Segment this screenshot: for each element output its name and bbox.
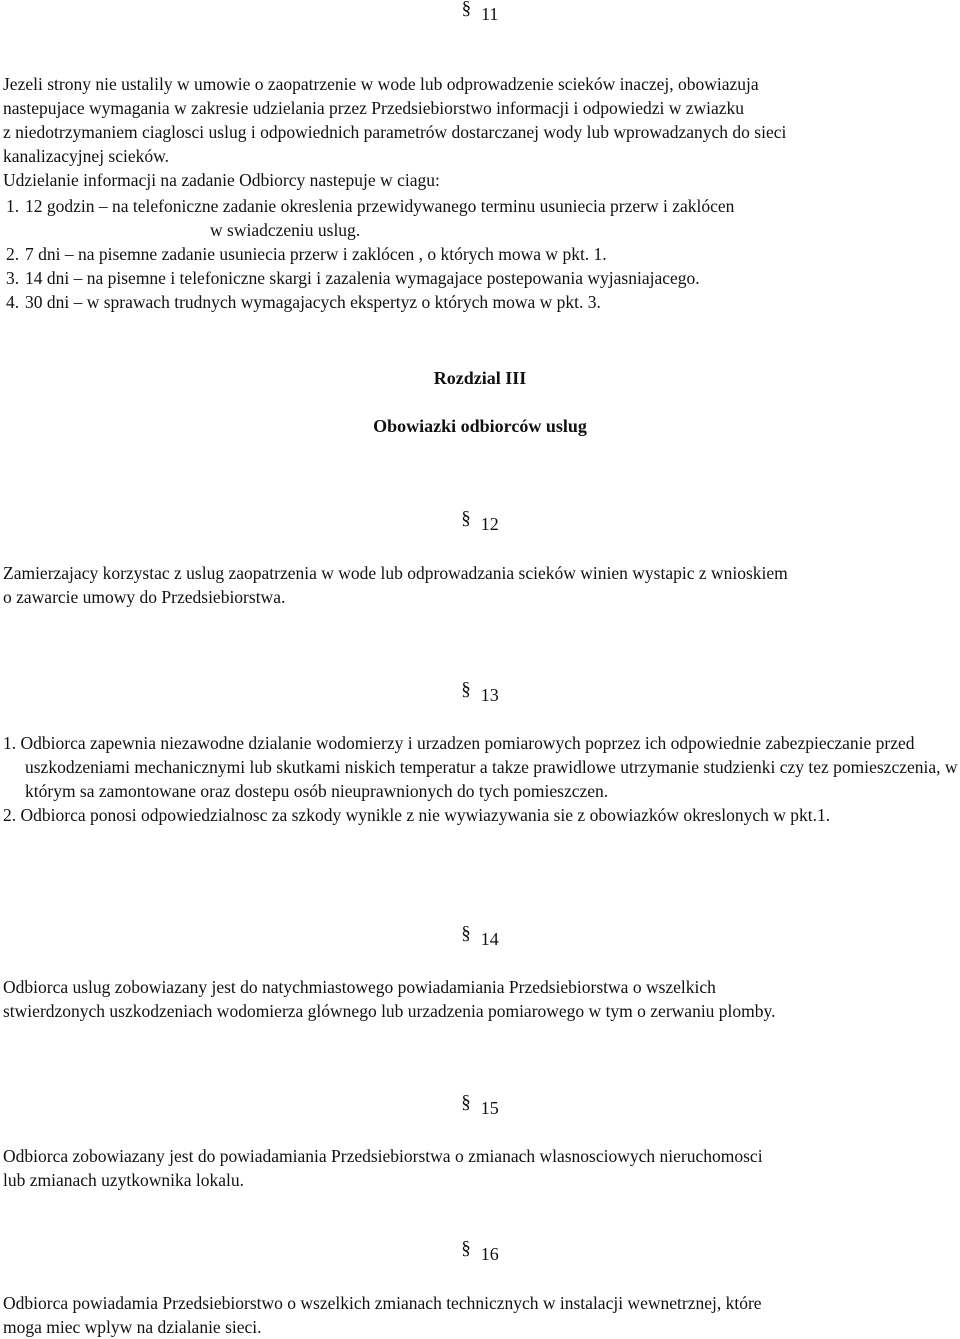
section-sign: §: [461, 923, 471, 944]
section-number: 13: [480, 685, 499, 705]
section-11-paragraph: [3, 72, 955, 192]
list-text-continuation: w swiadczeniu uslug.: [210, 220, 361, 240]
section-15-heading: [0, 1092, 960, 1121]
section-13-heading: [0, 679, 960, 708]
list-text: 7 dni – na pisemne zadanie usuniecia przerw i zaklócen , o których mowa w pkt. 1.: [25, 244, 607, 264]
text-line: nastepujace wymagania w zakresie udzielania przez Przedsiebiorstwo informacji i odpowiedzi w zwiazku: [3, 98, 745, 118]
list-item: 1. Odbiorca zapewnia niezawodne dzialanie wodomierzy i urzadzen pomiarowych poprzez ich odpowiednie zabezpieczanie przed uszkodzeniami mechanicznymi lub skutkami niskich temperatur a takze prawidlowe utrzymanie studzienki czy tez pomieszczenia, w którym sa zamontowane oraz dostepu osób nieuprawnionych do tych pomieszczen.: [3, 733, 958, 801]
text-line: Odbiorca powiadamia Przedsiebiorstwo o wszelkich zmianach technicznych w instalacji wewnetrznej, które: [3, 1293, 762, 1313]
list-text: 12 godzin – na telefoniczne zadanie okreslenia przewidywanego terminu usuniecia przerw i zaklócen: [25, 196, 735, 216]
chapter-subtitle: Obowiazki odbiorców uslug: [373, 416, 587, 436]
section-11-heading: [0, 2, 960, 27]
section-16-heading: [0, 1238, 960, 1267]
list-number: 3.: [6, 268, 20, 288]
text-line: moga miec wplyw na dzialanie sieci.: [3, 1317, 262, 1337]
text-line: Jezeli strony nie ustalily w umowie o zaopatrzenie w wode lub odprowadzenie scieków inaczej, obowiazuja: [3, 74, 759, 94]
section-sign: §: [461, 1238, 471, 1259]
list-item: 2. Odbiorca ponosi odpowiedzialnosc za szkody wynikle z nie wywiazywania sie z obowiazków okreslonych w pkt.1.: [3, 805, 831, 825]
list-number: 2.: [6, 244, 20, 264]
section-16-paragraph: [3, 1291, 955, 1339]
section-13-list: [3, 731, 958, 827]
section-15-paragraph: [3, 1144, 955, 1192]
section-12-paragraph: [3, 561, 955, 609]
list-item: [3, 290, 955, 314]
section-12-heading: [0, 508, 960, 537]
section-14-heading: [0, 923, 960, 952]
section-sign: §: [461, 679, 471, 700]
section-11-list: [3, 194, 955, 314]
list-text: 14 dni – na pisemne i telefoniczne skargi i zazalenia wymagajace postepowania wyjasniajacego.: [25, 268, 700, 288]
section-number: 12: [480, 514, 499, 534]
text-line: lub zmianach uzytkownika lokalu.: [3, 1170, 245, 1190]
section-number: 16: [480, 1244, 499, 1264]
text-line: stwierdzonych uszkodzeniach wodomierza glównego lub urzadzenia pomiarowego w tym o zerwaniu plomby.: [3, 1001, 776, 1021]
text-line: Zamierzajacy korzystac z uslug zaopatrzenia w wode lub odprowadzania scieków winien wystapic z wnioskiem: [3, 563, 788, 583]
list-item: [3, 242, 955, 266]
section-number: 14: [480, 929, 499, 949]
section-sign: §: [461, 0, 472, 19]
text-line: Odbiorca zobowiazany jest do powiadamiania Przedsiebiorstwa o zmianach wlasnosciowych nieruchomosci: [3, 1146, 763, 1166]
text-line: o zawarcie umowy do Przedsiebiorstwa.: [3, 587, 286, 607]
section-number: 15: [480, 1098, 499, 1118]
section-sign: §: [461, 1092, 471, 1113]
text-line: z niedotrzymaniem ciaglosci uslug i odpowiednich parametrów dostarczanej wody lub wprowadzanych do sieci: [3, 122, 787, 142]
text-line: Odbiorca uslug zobowiazany jest do natychmiastowego powiadamiania Przedsiebiorstwa o wszelkich: [3, 977, 716, 997]
list-text: 30 dni – w sprawach trudnych wymagajacych ekspertyz o których mowa w pkt. 3.: [25, 292, 601, 312]
list-number: 1.: [6, 196, 20, 216]
section-sign: §: [461, 508, 471, 529]
section-14-paragraph: [3, 975, 955, 1023]
chapter-title: Rozdzial III: [433, 368, 527, 388]
list-item: [3, 194, 955, 242]
text-line: kanalizacyjnej scieków.: [3, 146, 170, 166]
section-number: 11: [481, 4, 499, 24]
list-item: [3, 266, 955, 290]
list-number: 4.: [6, 292, 20, 312]
text-line: Udzielanie informacji na zadanie Odbiorcy nastepuje w ciagu:: [3, 170, 440, 190]
